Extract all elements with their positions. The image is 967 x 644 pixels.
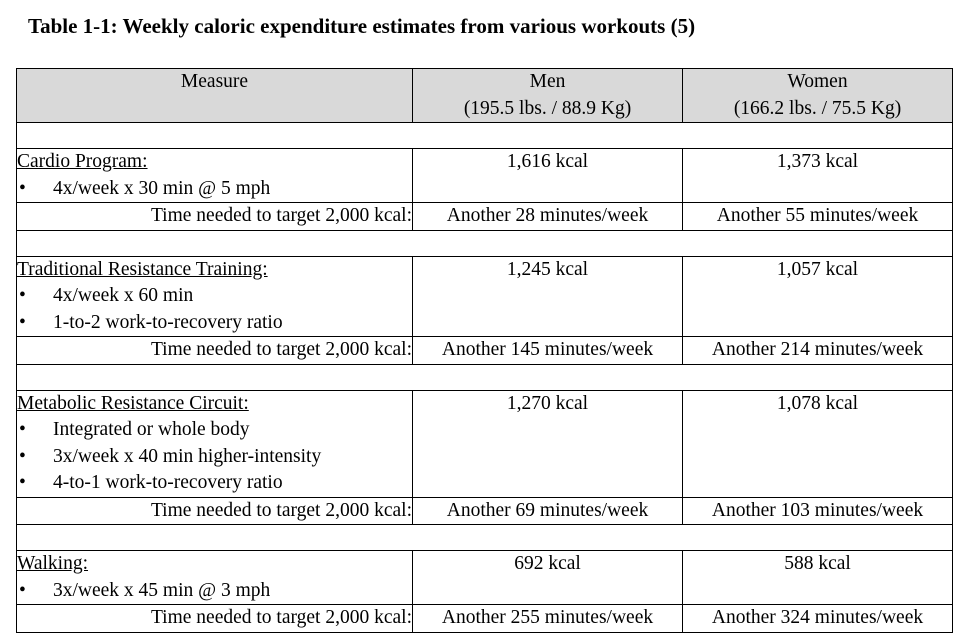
spacer-row	[17, 364, 953, 390]
men-target-cell: Another 28 minutes/week	[413, 203, 683, 231]
target-label-cell: Time needed to target 2,000 kcal:	[17, 203, 413, 231]
target-row	[17, 203, 953, 231]
target-label-cell: Time needed to target 2,000 kcal:	[17, 605, 413, 633]
women-target-cell: Another 103 minutes/week	[683, 497, 953, 525]
detail-item: • 3x/week x 40 min higher-intensity	[17, 444, 412, 471]
women-target-cell: Another 214 minutes/week	[683, 337, 953, 365]
table-header-row	[17, 69, 953, 123]
women-target-cell: Another 324 minutes/week	[683, 605, 953, 633]
women-kcal-cell: 1,373 kcal	[683, 149, 953, 203]
spacer-row	[17, 230, 953, 256]
program-row-walking	[17, 551, 953, 605]
program-name: Traditional Resistance Training:	[17, 258, 268, 280]
program-measure-cell	[17, 390, 413, 497]
men-target-cell: Another 255 minutes/week	[413, 605, 683, 633]
detail-item: • 3x/week x 45 min @ 3 mph	[17, 578, 412, 605]
measure-column-header	[17, 69, 413, 123]
women-header-label: Women	[787, 71, 848, 92]
women-kcal-cell: 1,078 kcal	[683, 390, 953, 497]
men-kcal-cell: 1,616 kcal	[413, 149, 683, 203]
target-label-cell: Time needed to target 2,000 kcal:	[17, 337, 413, 365]
men-target-cell: Another 69 minutes/week	[413, 497, 683, 525]
detail-item: • 4x/week x 30 min @ 5 mph	[17, 176, 412, 203]
women-kcal-cell: 588 kcal	[683, 551, 953, 605]
program-details-list	[17, 417, 412, 497]
program-measure-cell	[17, 256, 413, 337]
spacer-row	[17, 525, 953, 551]
women-header-weight: (166.2 lbs. / 75.5 Kg)	[733, 97, 902, 119]
program-name: Cardio Program:	[17, 151, 148, 172]
target-label-cell: Time needed to target 2,000 kcal:	[17, 497, 413, 525]
men-kcal-cell: 1,270 kcal	[413, 390, 683, 497]
program-row-traditional-resistance	[17, 256, 953, 337]
program-name: Metabolic Resistance Circuit:	[17, 392, 249, 414]
spacer-row	[17, 123, 953, 149]
program-row-cardio	[17, 149, 953, 203]
men-kcal-cell: 1,245 kcal	[413, 256, 683, 337]
women-kcal-cell: 1,057 kcal	[683, 256, 953, 337]
detail-item: • Integrated or whole body	[17, 417, 412, 444]
caloric-expenditure-table	[16, 68, 953, 633]
detail-item: • 4-to-1 work-to-recovery ratio	[17, 470, 412, 497]
target-row	[17, 605, 953, 633]
table-title: Table 1-1: Weekly caloric expenditure estimates from various workouts (5)	[28, 14, 696, 38]
men-kcal-cell: 692 kcal	[413, 551, 683, 605]
measure-header-label: Measure	[180, 71, 249, 92]
target-row	[17, 337, 953, 365]
target-row	[17, 497, 953, 525]
program-details-list	[17, 176, 412, 203]
program-details-list	[17, 283, 412, 336]
men-target-cell: Another 145 minutes/week	[413, 337, 683, 365]
women-column-header	[683, 69, 953, 123]
detail-item: • 4x/week x 60 min	[17, 283, 412, 310]
men-column-header	[413, 69, 683, 123]
women-target-cell: Another 55 minutes/week	[683, 203, 953, 231]
program-details-list	[17, 578, 412, 605]
detail-item: • 1-to-2 work-to-recovery ratio	[17, 310, 412, 337]
program-measure-cell	[17, 551, 413, 605]
program-name: Walking:	[17, 553, 89, 574]
men-header-weight: (195.5 lbs. / 88.9 Kg)	[463, 97, 632, 119]
program-row-metabolic-circuit	[17, 390, 953, 497]
men-header-label: Men	[529, 71, 566, 92]
program-measure-cell	[17, 149, 413, 203]
